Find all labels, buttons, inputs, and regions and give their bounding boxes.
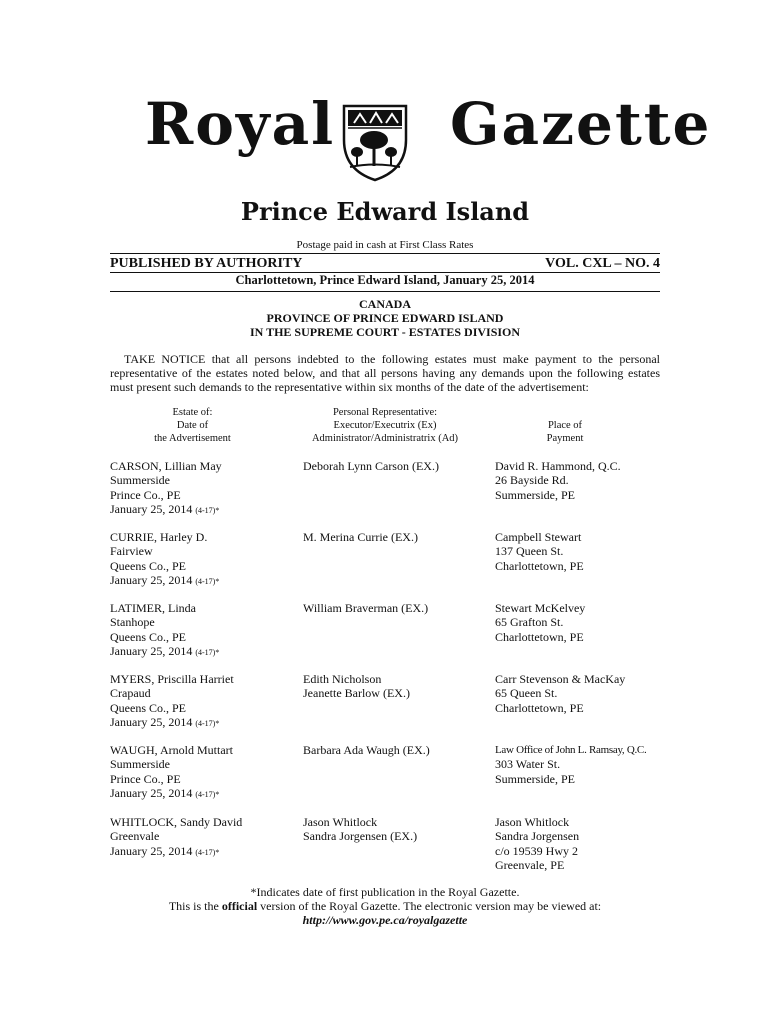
payment-column	[495, 601, 675, 644]
payment-line: Carr Stevenson & MacKay	[495, 672, 626, 686]
estate-county: Queens Co., PE	[110, 629, 186, 644]
footnote-official-version	[0, 899, 770, 914]
representative-column	[303, 530, 488, 544]
column-header-line: Date of	[176, 420, 209, 431]
column-header-line: Personal Representative:	[332, 407, 438, 418]
estate-name: CARSON, Lillian May	[110, 459, 222, 473]
publication-ref: (4-17)*	[195, 647, 220, 657]
coat-of-arms-icon	[340, 100, 410, 182]
column-header-representative	[290, 406, 480, 445]
publication-ref: (4-17)*	[195, 505, 220, 515]
estate-column	[110, 459, 300, 518]
estate-date	[110, 502, 300, 518]
estate-date	[110, 786, 300, 802]
payment-line: 65 Grafton St.	[495, 615, 564, 630]
payment-column	[495, 459, 675, 502]
estate-date	[110, 715, 300, 731]
estate-date	[110, 844, 300, 860]
payment-line: Greenvale, PE	[495, 857, 565, 872]
estate-name: LATIMER, Linda	[110, 601, 196, 615]
representative-name: M. Merina Currie (EX.)	[303, 530, 418, 544]
footnote-emphasis: official	[221, 899, 258, 913]
representative-column	[303, 815, 488, 844]
column-header-payment	[495, 406, 635, 445]
estate-column	[110, 601, 300, 660]
payment-line: 65 Queen St.	[495, 686, 558, 701]
column-header-line: the Advertisement	[154, 433, 231, 444]
representative-name: Jason Whitlock	[303, 815, 378, 829]
postage-note: Postage paid in cash at First Class Rates	[296, 239, 474, 251]
heading-country: CANADA	[359, 297, 411, 311]
date-text: January 25, 2014	[110, 572, 193, 587]
payment-column	[495, 672, 675, 715]
published-by-authority: PUBLISHED BY AUTHORITY	[110, 256, 303, 271]
column-header-line: Estate of:	[172, 407, 213, 418]
estate-county: Queens Co., PE	[110, 700, 186, 715]
publication-ref: (4-17)*	[195, 718, 220, 728]
rule-top	[110, 253, 660, 254]
payment-line: c/o 19539 Hwy 2	[495, 843, 578, 858]
payment-line: Law Office of John L. Ramsay, Q.C.	[495, 744, 647, 756]
payment-line: Charlottetown, PE	[495, 629, 584, 644]
publication-ref: (4-17)*	[195, 789, 220, 799]
gazette-url-link[interactable]: http://www.gov.pe.ca/royalgazette	[302, 913, 468, 927]
payment-line: Charlottetown, PE	[495, 700, 584, 715]
payment-line: David R. Hammond, Q.C.	[495, 459, 621, 473]
estate-county: Queens Co., PE	[110, 558, 186, 573]
estate-county: Prince Co., PE	[110, 771, 181, 786]
masthead-title-right: Gazette	[450, 90, 712, 158]
estate-location: Summerside	[110, 757, 170, 772]
rule-bottom	[110, 291, 660, 292]
payment-line: Summerside, PE	[495, 771, 575, 786]
publication-ref: (4-17)*	[195, 576, 220, 586]
date-text: January 25, 2014	[110, 714, 193, 729]
heading-court: IN THE SUPREME COURT - ESTATES DIVISION	[249, 325, 521, 339]
estate-column	[110, 530, 300, 589]
payment-line: Jason Whitlock	[495, 815, 570, 829]
estate-location: Summerside	[110, 473, 170, 488]
estate-location: Greenvale	[110, 829, 160, 844]
notice-paragraph: TAKE NOTICE that all persons indebted to the following estates must make payment to the personal representative of the estates noted below, and that all persons having any demands upon the following estates must present such demands to the representative within six months of the date of the advertisement:	[110, 352, 660, 394]
representative-name: Barbara Ada Waugh (EX.)	[303, 743, 430, 757]
estate-location: Stanhope	[110, 615, 155, 630]
estate-name: WHITLOCK, Sandy David	[110, 815, 243, 829]
representative-column	[303, 459, 488, 473]
representative-name: Jeanette Barlow (EX.)	[303, 686, 410, 701]
estate-date	[110, 644, 300, 660]
footnote-text: version of the Royal Gazette. The electronic version may be viewed at:	[257, 899, 602, 913]
estate-column	[110, 815, 300, 860]
estate-location: Crapaud	[110, 686, 151, 701]
representative-name: Sandra Jorgensen (EX.)	[303, 829, 418, 844]
payment-column	[495, 815, 675, 872]
volume-number: VOL. CXL – NO. 4	[545, 256, 660, 271]
payment-line: 137 Queen St.	[495, 544, 564, 559]
payment-line: Sandra Jorgensen	[495, 829, 580, 844]
column-header-line: Place of	[547, 420, 583, 431]
date-text: January 25, 2014	[110, 785, 193, 800]
payment-line: Charlottetown, PE	[495, 558, 584, 573]
payment-line: Campbell Stewart	[495, 530, 582, 544]
payment-line: Summerside, PE	[495, 487, 575, 502]
publication-ref: (4-17)*	[195, 847, 220, 857]
estate-name: CURRIE, Harley D.	[110, 530, 208, 544]
date-text: January 25, 2014	[110, 501, 193, 516]
date-text: January 25, 2014	[110, 643, 193, 658]
column-header-line: Executor/Executrix (Ex)	[333, 420, 437, 431]
column-header-line: Administrator/Administratrix (Ad)	[311, 433, 459, 444]
payment-column	[495, 743, 675, 786]
estate-column	[110, 672, 300, 731]
dateline: Charlottetown, Prince Edward Island, January 25, 2014	[235, 273, 535, 287]
payment-line: 26 Bayside Rd.	[495, 473, 569, 488]
estate-name: MYERS, Priscilla Harriet	[110, 672, 234, 686]
estate-column	[110, 743, 300, 802]
estate-name: WAUGH, Arnold Muttart	[110, 743, 233, 757]
representative-column	[303, 672, 488, 701]
payment-line: Stewart McKelvey	[495, 601, 586, 615]
footnote-first-publication: *Indicates date of first publication in the Royal Gazette.	[250, 885, 520, 899]
payment-column	[495, 530, 675, 573]
estate-date	[110, 573, 300, 589]
representative-name: Edith Nicholson	[303, 672, 382, 686]
representative-column	[303, 743, 488, 757]
representative-name: William Braverman (EX.)	[303, 601, 429, 615]
date-text: January 25, 2014	[110, 843, 193, 858]
column-header-estate	[110, 406, 275, 445]
estate-county: Prince Co., PE	[110, 487, 181, 502]
representative-column	[303, 601, 488, 615]
footnote-text: This is the	[168, 899, 222, 913]
representative-name: Deborah Lynn Carson (EX.)	[303, 459, 439, 473]
heading-province: PROVINCE OF PRINCE EDWARD ISLAND	[266, 311, 504, 325]
masthead-title-left: Royal	[145, 90, 336, 158]
column-header-line: Payment	[546, 433, 584, 444]
province-name: Prince Edward Island	[240, 197, 530, 226]
estate-location: Fairview	[110, 544, 153, 559]
payment-line: 303 Water St.	[495, 757, 561, 772]
